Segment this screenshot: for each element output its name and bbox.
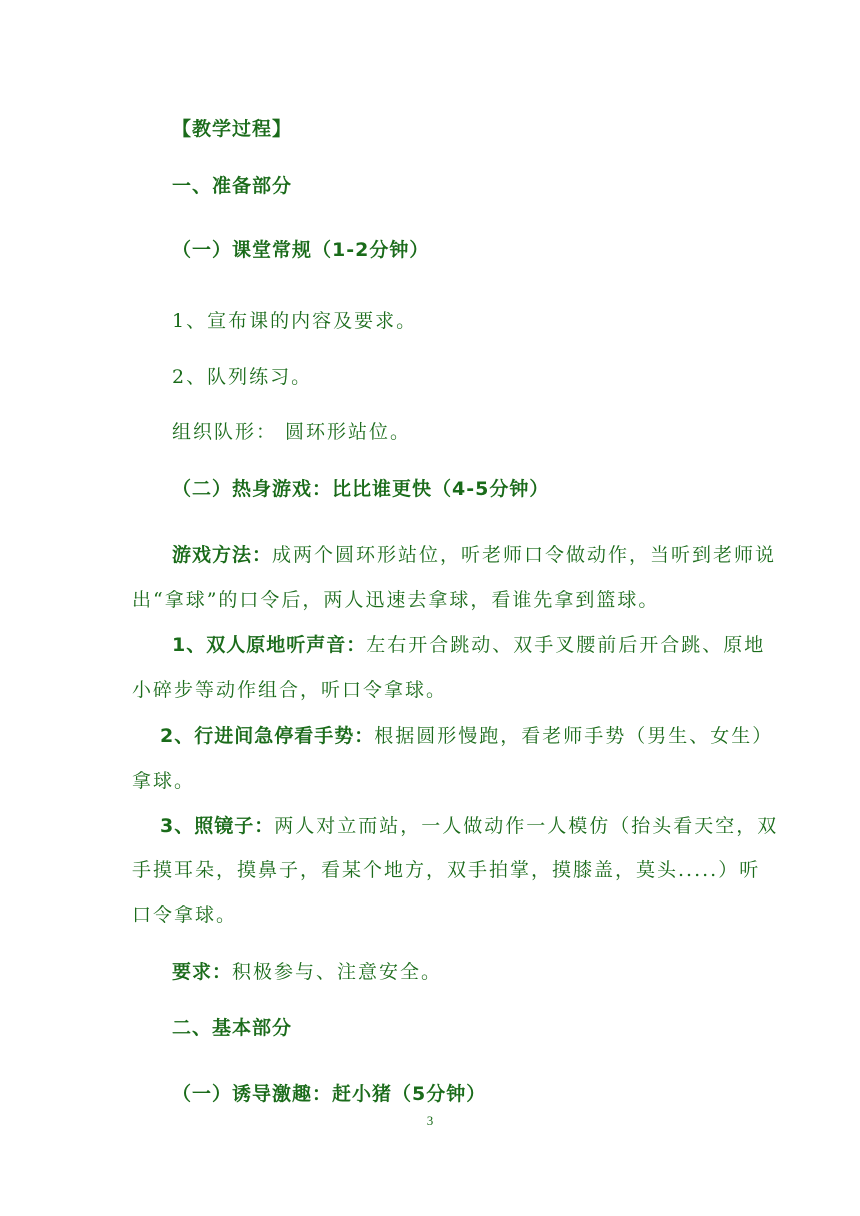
game-method-label: 游戏方法： xyxy=(172,544,273,566)
game-method-text-1: 成两个圆环形站位，听老师口令做动作，当听到老师说 xyxy=(272,544,777,566)
requirement-label: 要求： xyxy=(172,961,233,983)
game-1-text-2: 小碎步等动作组合，听口令拿球。 xyxy=(132,679,448,701)
formation-text: 组织队形： 圆环形站位。 xyxy=(172,421,412,443)
subsection-induce-title: （一）诱导激趣：赶小猪（5分钟） xyxy=(172,1083,487,1105)
game-2-text-1: 根据圆形慢跑，看老师手势（男生、女生） xyxy=(374,725,774,747)
game-3-text-3: 口令拿球。 xyxy=(132,904,238,926)
page-number: 3 xyxy=(426,1113,434,1128)
game-method-line-1 xyxy=(172,543,776,567)
game-3-text-2: 手摸耳朵，摸鼻子，看某个地方，双手拍掌，摸膝盖，莫头.....）听 xyxy=(132,859,761,881)
game-3-text-1: 两人对立而站，一人做动作一人模仿（抬头看天空，双 xyxy=(274,815,779,837)
game-1-label: 1、双人原地听声音： xyxy=(172,634,367,656)
process-heading: 【教学过程】 xyxy=(172,118,293,140)
requirement-text: 积极参与、注意安全。 xyxy=(232,961,443,983)
game-3-line-1 xyxy=(160,814,778,838)
game-2-label: 2、行进间急停看手势： xyxy=(160,725,375,747)
section-basic-title: 二、基本部分 xyxy=(172,1017,293,1039)
game-1-line-1 xyxy=(172,633,765,657)
game-2-line-1 xyxy=(160,724,773,748)
routine-item-1: 1、宣布课的内容及要求。 xyxy=(172,310,418,332)
game-1-text-1: 左右开合跳动、双手叉腰前后开合跳、原地 xyxy=(366,634,766,656)
game-3-label: 3、照镜子： xyxy=(160,815,275,837)
subsection-routine-title: （一）课堂常规（1-2分钟） xyxy=(172,239,430,261)
game-2-text-2: 拿球。 xyxy=(132,770,196,792)
requirement-line xyxy=(172,960,442,984)
routine-item-2: 2、队列练习。 xyxy=(172,366,313,388)
game-method-text-2: 出“拿球”的口令后，两人迅速去拿球，看谁先拿到篮球。 xyxy=(132,589,660,611)
subsection-warmup-title: （二）热身游戏：比比谁更快（4-5分钟） xyxy=(172,478,550,500)
section-prep-title: 一、准备部分 xyxy=(172,175,293,197)
